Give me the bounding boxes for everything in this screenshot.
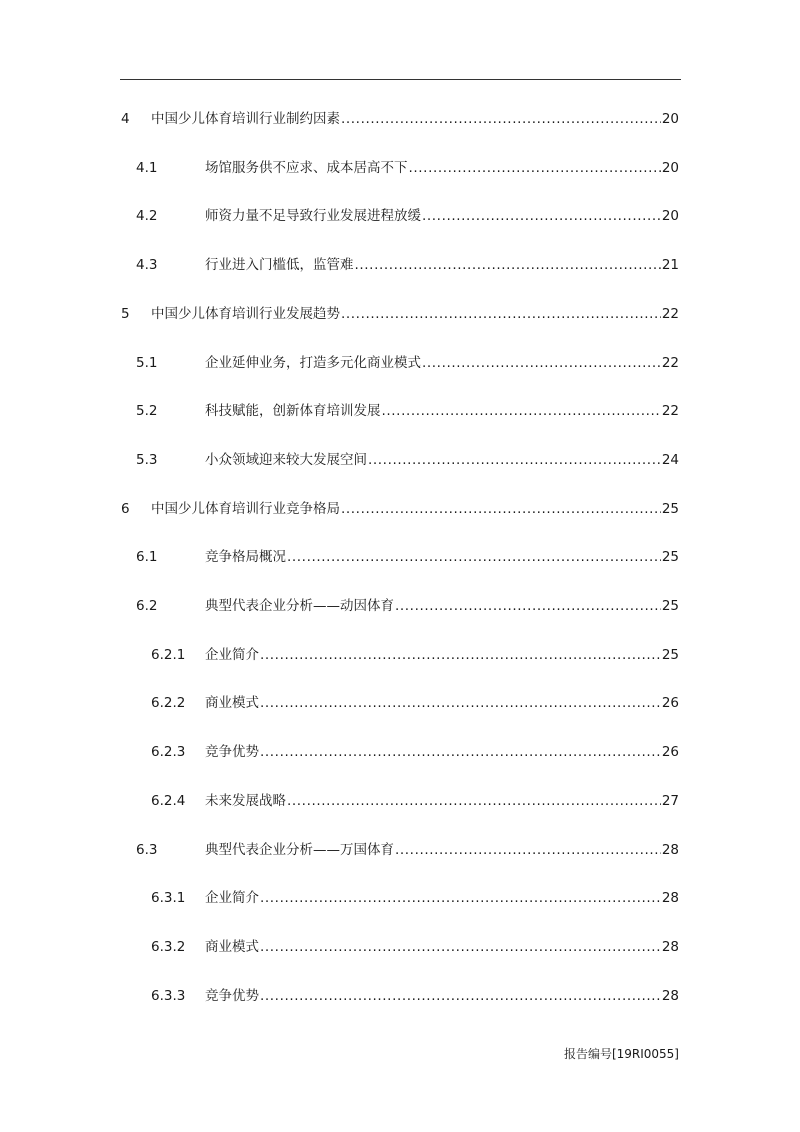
- toc-entry-title: 典型代表企业分析——万国体育: [205, 842, 394, 858]
- toc-entry[interactable]: [0, 840, 800, 860]
- toc-entry-page: 25: [661, 647, 679, 663]
- toc-dot-leader: [287, 791, 661, 811]
- toc-entry-number: 4: [121, 111, 130, 127]
- toc-entry-title: 商业模式: [205, 939, 259, 955]
- toc-dot-leader: [422, 206, 661, 226]
- toc-entry[interactable]: [0, 450, 800, 470]
- toc-entry-title: 典型代表企业分析——动因体育: [205, 598, 394, 614]
- toc-entry[interactable]: [0, 158, 800, 178]
- toc-dot-leader: [395, 596, 661, 616]
- toc-dot-leader: [260, 937, 661, 957]
- toc-entry[interactable]: [0, 596, 800, 616]
- toc-entry-title: 科技赋能，创新体育培训发展: [205, 403, 381, 419]
- toc-dot-leader: [260, 693, 661, 713]
- toc-entry[interactable]: [0, 401, 800, 421]
- toc-entry-page: 20: [661, 111, 679, 127]
- toc-entry-title: 企业简介: [205, 890, 259, 906]
- toc-entry-title: 师资力量不足导致行业发展进程放缓: [205, 208, 421, 224]
- toc-entry-number: 6.3.1: [151, 890, 186, 906]
- toc-entry-number: 5: [121, 306, 130, 322]
- report-number: 报告编号[19RI0055]: [563, 1047, 679, 1061]
- toc-entry-page: 28: [661, 842, 679, 858]
- toc-entry[interactable]: [0, 791, 800, 811]
- toc-entry-page: 27: [661, 793, 679, 809]
- toc-entry-page: 26: [661, 744, 679, 760]
- toc-entry-page: 22: [661, 403, 679, 419]
- toc-entry[interactable]: [0, 986, 800, 1006]
- toc-entry-title: 企业简介: [205, 647, 259, 663]
- toc-entry-page: 26: [661, 695, 679, 711]
- toc-entry-page: 25: [661, 501, 679, 517]
- toc-entry[interactable]: [0, 304, 800, 324]
- toc-dot-leader: [260, 888, 661, 908]
- toc-entry-number: 6.2: [136, 598, 158, 614]
- toc-entry-page: 24: [661, 452, 679, 468]
- toc-dot-leader: [260, 645, 661, 665]
- toc-entry[interactable]: [0, 206, 800, 226]
- toc-entry-title: 未来发展战略: [205, 793, 286, 809]
- toc-entry[interactable]: [0, 693, 800, 713]
- toc-entry-title: 中国少儿体育培训行业竞争格局: [151, 501, 340, 517]
- toc-entry-title: 中国少儿体育培训行业发展趋势: [151, 306, 340, 322]
- toc-entry-page: 21: [661, 257, 679, 273]
- toc-entry-number: 5.2: [136, 403, 158, 419]
- toc-dot-leader: [341, 499, 661, 519]
- toc-entry-page: 22: [661, 355, 679, 371]
- toc-entry[interactable]: [0, 353, 800, 373]
- toc-entry-number: 6.3.2: [151, 939, 186, 955]
- toc-entry-page: 25: [661, 598, 679, 614]
- toc-dot-leader: [260, 986, 661, 1006]
- toc-entry-number: 6.2.4: [151, 793, 186, 809]
- toc-entry-page: 28: [661, 939, 679, 955]
- toc-entry-page: 20: [661, 208, 679, 224]
- toc-entry-title: 中国少儿体育培训行业制约因素: [151, 111, 340, 127]
- toc-entry-title: 竞争优势: [205, 988, 259, 1004]
- toc-entry-title: 小众领域迎来较大发展空间: [205, 452, 367, 468]
- toc-entry-number: 5.1: [136, 355, 158, 371]
- toc-entry[interactable]: [0, 888, 800, 908]
- toc-entry-number: 6.1: [136, 549, 158, 565]
- toc-entry[interactable]: [0, 109, 800, 129]
- toc-entry-number: 5.3: [136, 452, 158, 468]
- toc-entry[interactable]: [0, 937, 800, 957]
- toc-entry-title: 竞争格局概况: [205, 549, 286, 565]
- toc-entry-number: 4.1: [136, 160, 158, 176]
- toc-entry-page: 22: [661, 306, 679, 322]
- toc-entry-number: 6.2.1: [151, 647, 186, 663]
- toc-dot-leader: [395, 840, 661, 860]
- toc-entry-title: 行业进入门槛低，监管难: [205, 257, 354, 273]
- toc-dot-leader: [287, 547, 661, 567]
- toc-entry-title: 竞争优势: [205, 744, 259, 760]
- toc-dot-leader: [382, 401, 661, 421]
- toc-entry[interactable]: [0, 742, 800, 762]
- toc-entry-page: 25: [661, 549, 679, 565]
- toc-entry[interactable]: [0, 645, 800, 665]
- toc-entry-number: 4.2: [136, 208, 158, 224]
- toc-entry-page: 20: [661, 160, 679, 176]
- toc-entry-page: 28: [661, 988, 679, 1004]
- toc-dot-leader: [368, 450, 661, 470]
- toc-entry-number: 6: [121, 501, 130, 517]
- toc-entry[interactable]: [0, 547, 800, 567]
- toc-dot-leader: [422, 353, 661, 373]
- toc-entry-number: 4.3: [136, 257, 158, 273]
- toc-dot-leader: [260, 742, 661, 762]
- toc-dot-leader: [341, 304, 661, 324]
- toc-entry-page: 28: [661, 890, 679, 906]
- toc-entry[interactable]: [0, 499, 800, 519]
- toc-dot-leader: [341, 109, 661, 129]
- toc-entry-number: 6.3: [136, 842, 158, 858]
- toc-dot-leader: [355, 255, 661, 275]
- toc-entry-title: 企业延伸业务，打造多元化商业模式: [205, 355, 421, 371]
- toc-entry-number: 6.2.2: [151, 695, 186, 711]
- toc-entry-title: 商业模式: [205, 695, 259, 711]
- toc-entry-number: 6.2.3: [151, 744, 186, 760]
- toc-entry-title: 场馆服务供不应求、成本居高不下: [205, 160, 408, 176]
- toc-dot-leader: [409, 158, 661, 178]
- toc-entry-number: 6.3.3: [151, 988, 186, 1004]
- toc-entry[interactable]: [0, 255, 800, 275]
